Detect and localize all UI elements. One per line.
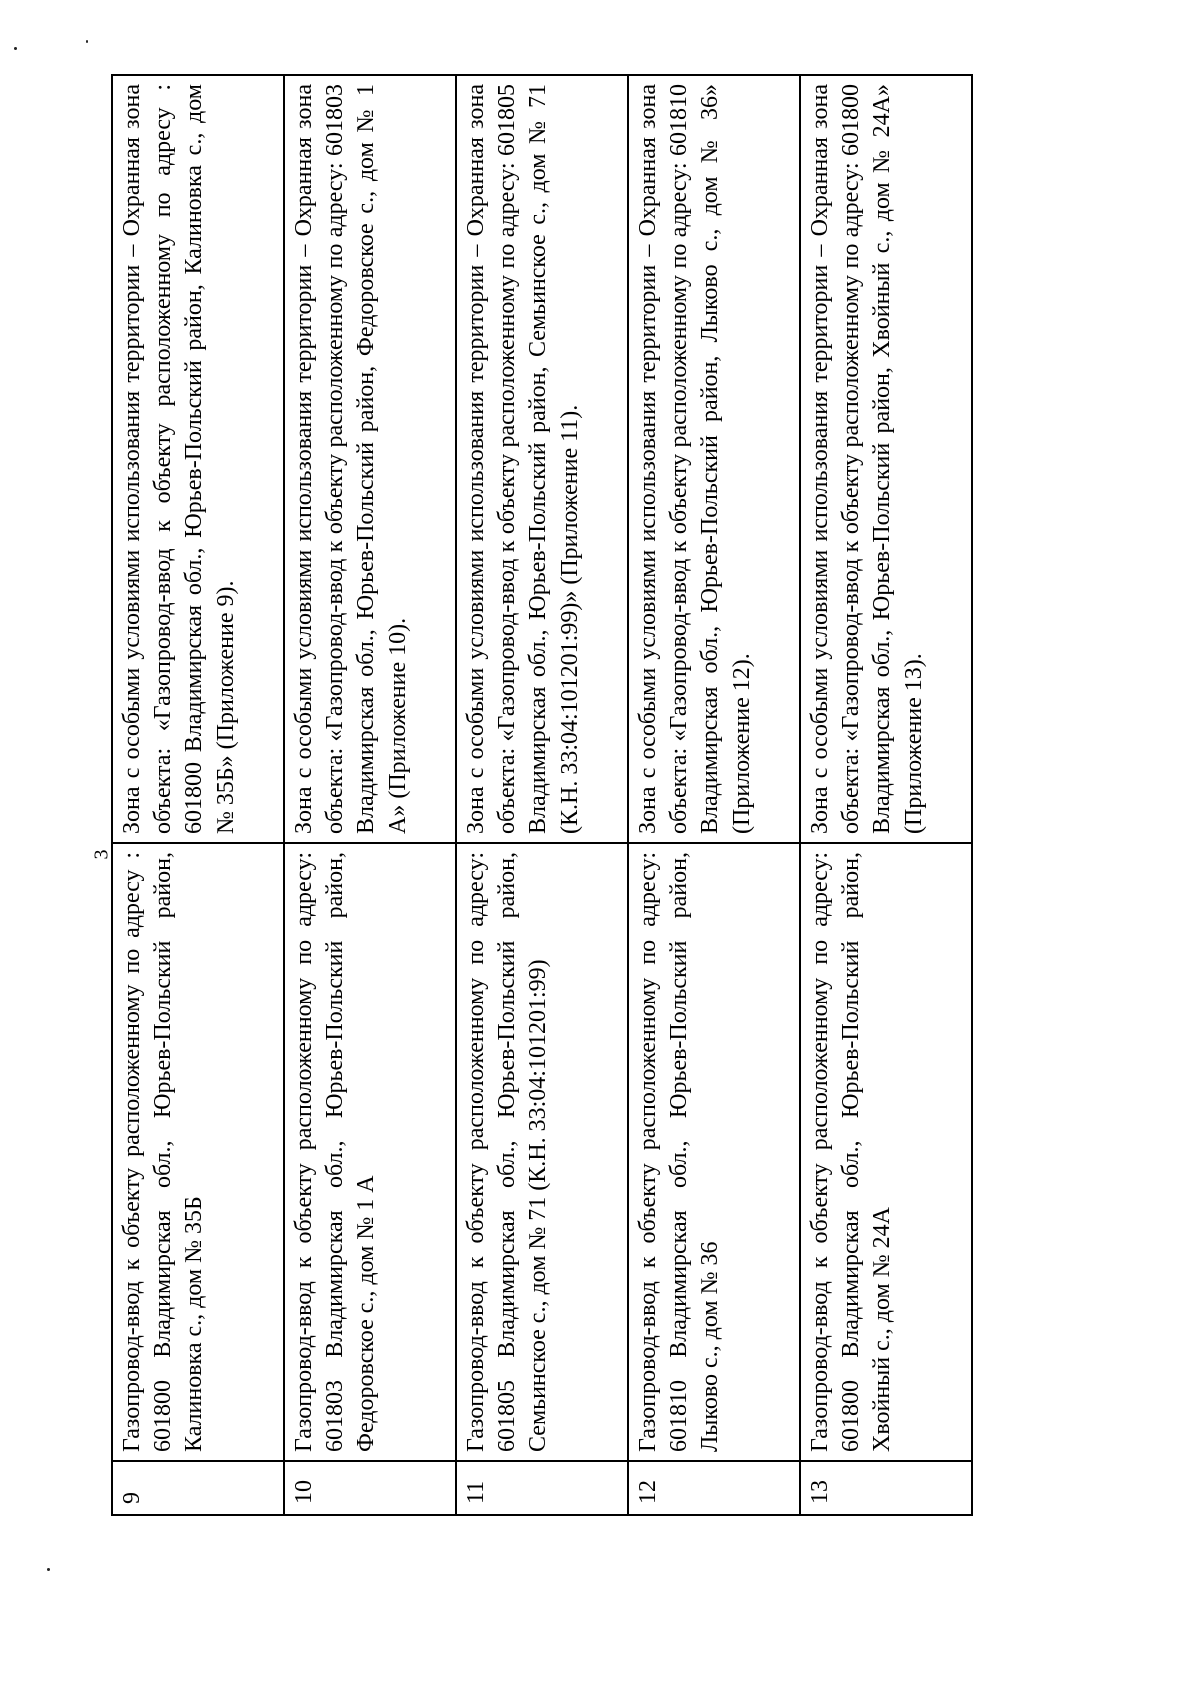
scan-speck <box>47 1568 50 1571</box>
row-number: 11 <box>456 1461 628 1515</box>
zone-description: Зона с особыми условиями использования территории – Охранная зона объекта: «Газопровод-ввод к объекту расположенному по адресу: 601803 Владимирская обл., Юрьев-Польский район, Федоровское с., дом № 1 А» (Приложение 10). <box>284 75 456 843</box>
zone-description: Зона с особыми условиями использования территории – Охранная зона объекта: «Газопровод-ввод к объекту расположенному по адресу: 601810 Владимирская обл., Юрьев-Польский район, Лыково с., дом № 36» (Приложение 12). <box>628 75 800 843</box>
scan-speck <box>14 47 17 50</box>
table-row <box>456 75 628 1515</box>
zone-description: Зона с особыми условиями использования территории – Охранная зона объекта: «Газопровод-ввод к объекту расположенному по адресу: 601805 Владимирская обл., Юрьев-Польский район, Семьинское с., дом № 71 (К.Н. 33:04:101201:99)» (Приложение 11). <box>456 75 628 843</box>
table-row <box>800 75 972 1515</box>
object-description: Газопровод-ввод к объекту расположенному по адресу: 601810 Владимирская обл., Юрьев-Польский район, Лыково с., дом № 36 <box>628 843 800 1461</box>
row-number: 12 <box>628 1461 800 1515</box>
rotated-table-container <box>111 76 973 1516</box>
scan-speck <box>86 40 88 43</box>
zone-description: Зона с особыми условиями использования территории – Охранная зона объекта: «Газопровод-ввод к объекту расположенному по адресу : 601800 Владимирская обл., Юрьев-Польский район, Калиновка с., дом № 35Б» (Приложение 9). <box>112 75 284 843</box>
table-row <box>628 75 800 1515</box>
table-row <box>112 75 284 1515</box>
zone-description: Зона с особыми условиями использования территории – Охранная зона объекта: «Газопровод-ввод к объекту расположенному по адресу: 601800 Владимирская обл., Юрьев-Польский район, Хвойный с., дом № 24А» (Приложение 13). <box>800 75 972 843</box>
object-description: Газопровод-ввод к объекту расположенному по адресу: 601803 Владимирская обл., Юрьев-Польский район, Федоровское с., дом № 1 А <box>284 843 456 1461</box>
row-number: 10 <box>284 1461 456 1515</box>
page-number: 3 <box>90 849 113 860</box>
object-description: Газопровод-ввод к объекту расположенному по адресу : 601800 Владимирская обл., Юрьев-Польский район, Калиновка с., дом № 35Б <box>112 843 284 1461</box>
protection-zones-table <box>111 74 973 1516</box>
row-number: 13 <box>800 1461 972 1515</box>
object-description: Газопровод-ввод к объекту расположенному по адресу: 601800 Владимирская обл., Юрьев-Польский район, Хвойный с., дом № 24А <box>800 843 972 1461</box>
table-row <box>284 75 456 1515</box>
object-description: Газопровод-ввод к объекту расположенному по адресу: 601805 Владимирская обл., Юрьев-Польский район, Семьинское с., дом № 71 (К.Н. 33:04:101201:99) <box>456 843 628 1461</box>
row-number: 9 <box>112 1461 284 1515</box>
